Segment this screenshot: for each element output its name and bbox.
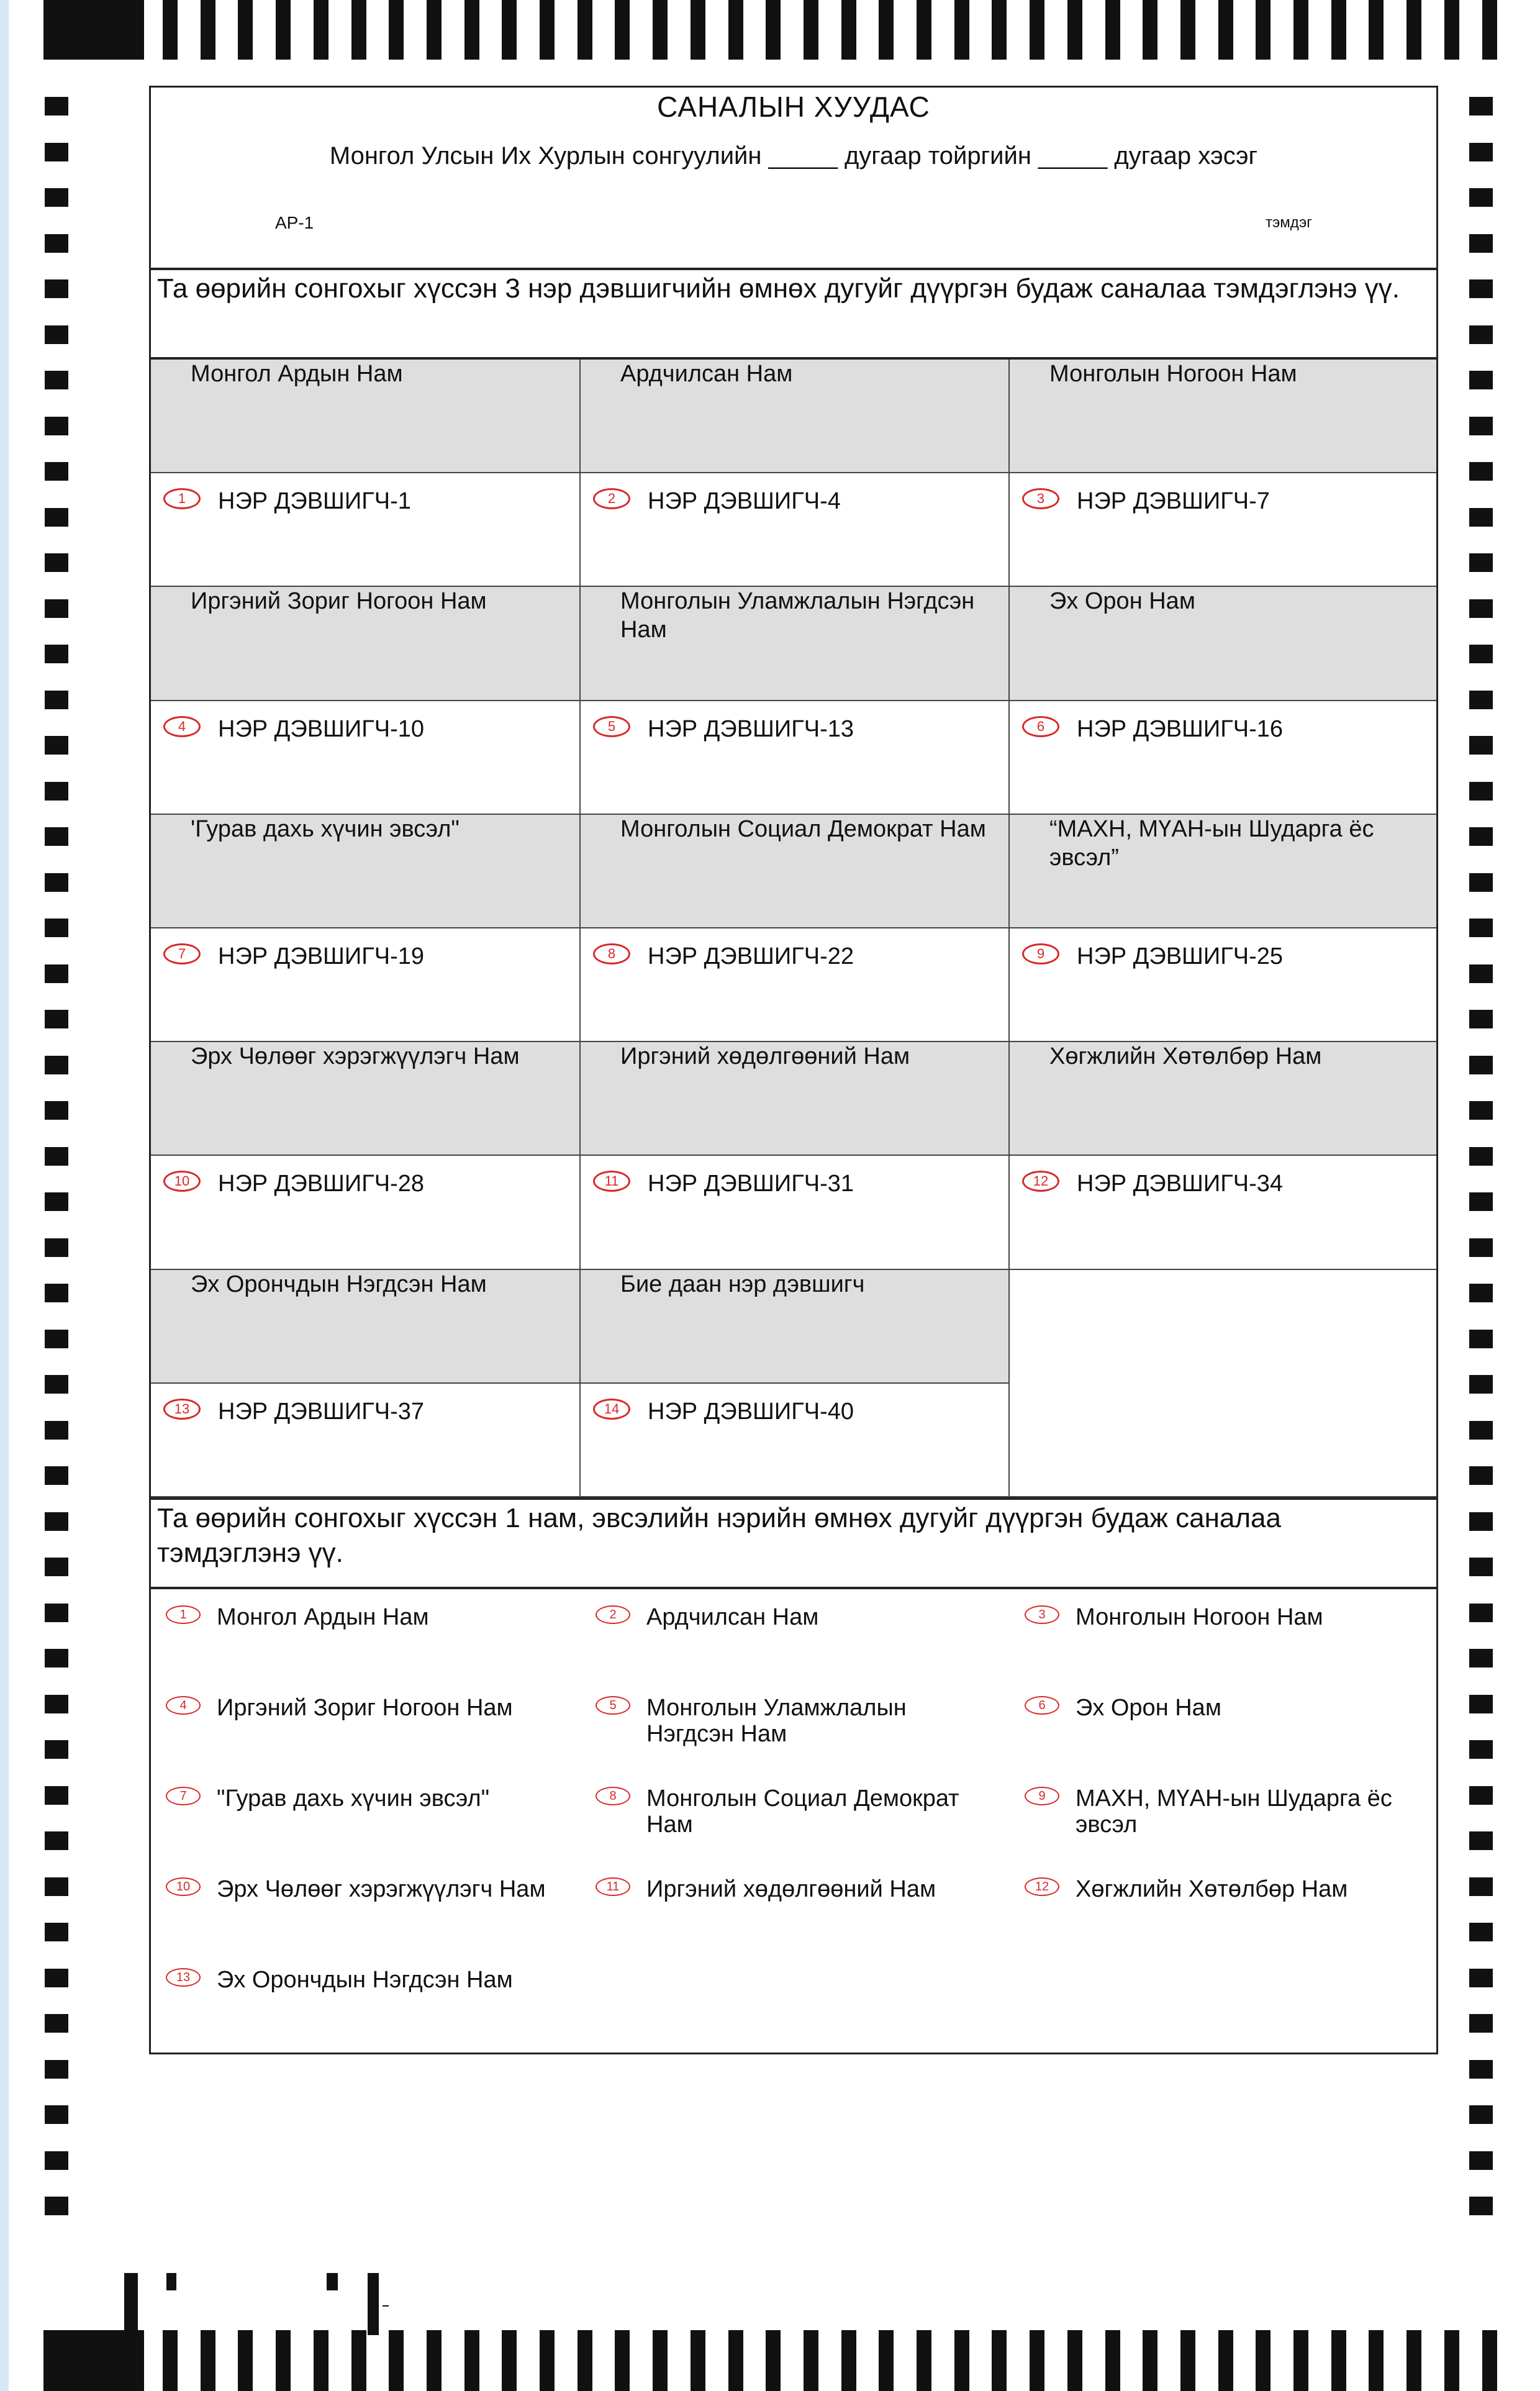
timing-mark — [1067, 0, 1082, 60]
candidate-cell — [151, 1156, 581, 1269]
candidate-vote-oval[interactable]: 12 — [1022, 1171, 1059, 1192]
timing-mark — [45, 1604, 68, 1622]
party-name: “МАХН, МҮАН-ын Шударга ёс эвсэл” — [1049, 815, 1374, 871]
timing-mark — [1143, 2330, 1157, 2391]
timing-mark — [1331, 2330, 1346, 2391]
timing-mark — [1469, 1466, 1493, 1485]
timing-mark — [578, 0, 592, 60]
form-code: АР-1 — [275, 213, 314, 232]
party-option — [151, 1604, 581, 1695]
timing-mark — [1469, 1923, 1493, 1941]
timing-mark — [1218, 2330, 1233, 2391]
timing-mark — [201, 0, 215, 60]
timing-mark — [1105, 2330, 1120, 2391]
timing-mark — [1143, 0, 1157, 60]
ballot-header — [151, 88, 1436, 268]
timing-mark — [766, 0, 781, 60]
timing-mark — [1444, 2330, 1459, 2391]
candidate-cell — [581, 1156, 1010, 1269]
party-option — [151, 1695, 581, 1785]
party-option — [581, 1785, 1010, 1876]
timing-mark — [45, 1786, 68, 1805]
timing-mark — [45, 736, 68, 755]
page-edge-tint — [0, 0, 9, 2391]
party-vote-oval[interactable]: 1 — [166, 1605, 201, 1624]
timing-mark — [1469, 1192, 1493, 1211]
timing-mark — [1469, 873, 1493, 892]
timing-mark — [45, 1056, 68, 1074]
scan-mark — [327, 2273, 338, 2290]
timing-mark — [1180, 0, 1195, 60]
timing-mark — [691, 0, 705, 60]
timing-mark — [1469, 2151, 1493, 2170]
party-cell — [151, 815, 581, 928]
timing-mark — [1469, 2060, 1493, 2079]
timing-mark — [653, 0, 668, 60]
timing-mark — [728, 2330, 743, 2391]
party-option — [151, 1967, 581, 2058]
timing-mark — [1030, 0, 1044, 60]
party-option — [1010, 1695, 1436, 1785]
party-option-name: Эх Орон Нам — [1076, 1695, 1221, 1721]
party-name: Монгол Ардын Нам — [191, 361, 403, 387]
party-cell — [151, 587, 581, 701]
timing-mark — [45, 964, 68, 983]
timing-mark — [45, 2151, 68, 2170]
timing-mark — [1469, 827, 1493, 846]
party-cell — [581, 815, 1010, 928]
party-option — [151, 1876, 581, 1967]
party-option-name: Хөгжлийн Хөтөлбөр Нам — [1076, 1876, 1348, 1902]
timing-mark — [1469, 1056, 1493, 1074]
timing-mark — [691, 2330, 705, 2391]
candidate-name: НЭР ДЭВШИГЧ-28 — [218, 1171, 425, 1197]
party-cell — [1010, 1042, 1436, 1156]
timing-mark — [45, 143, 68, 161]
candidate-vote-oval[interactable]: 8 — [593, 943, 630, 964]
timing-mark — [464, 0, 479, 60]
timing-mark — [1469, 2105, 1493, 2124]
timing-mark — [1469, 1649, 1493, 1667]
timing-mark — [45, 1238, 68, 1257]
timing-mark — [1469, 188, 1493, 207]
timing-mark — [45, 508, 68, 527]
timing-mark — [45, 1558, 68, 1576]
party-name: 'Гурав дахь хүчин эвсэл" — [191, 815, 460, 842]
candidate-name: НЭР ДЭВШИГЧ-16 — [1077, 715, 1284, 742]
timing-mark — [45, 919, 68, 937]
timing-mark — [1469, 2197, 1493, 2215]
candidate-cell — [1010, 928, 1436, 1042]
party-name: Монголын Ногоон Нам — [1049, 361, 1297, 387]
timing-mark — [502, 0, 517, 60]
candidate-name: НЭР ДЭВШИГЧ-40 — [648, 1398, 854, 1425]
scan-mark — [166, 2273, 176, 2290]
candidate-vote-oval[interactable]: 14 — [593, 1399, 630, 1420]
candidate-name: НЭР ДЭВШИГЧ-31 — [648, 1171, 854, 1197]
timing-mark — [1469, 1969, 1493, 1987]
timing-mark — [45, 2105, 68, 2124]
party-name: Эх Орончдын Нэгдсэн Нам — [191, 1271, 487, 1297]
party-name: Ардчилсан Нам — [620, 361, 793, 387]
party-cell — [1010, 815, 1436, 928]
candidate-cell — [1010, 1156, 1436, 1269]
timing-mark — [954, 0, 969, 60]
timing-mark — [45, 873, 68, 892]
candidate-name: НЭР ДЭВШИГЧ-25 — [1077, 943, 1284, 969]
timing-mark — [1469, 508, 1493, 527]
timing-mark — [45, 1010, 68, 1028]
timing-mark — [992, 2330, 1007, 2391]
timing-mark — [427, 2330, 442, 2391]
timing-mark — [1469, 553, 1493, 572]
scan-mark — [124, 2273, 138, 2335]
timing-mark — [427, 0, 442, 60]
timing-mark — [45, 645, 68, 663]
timing-mark — [45, 1330, 68, 1348]
timing-mark — [1469, 1786, 1493, 1805]
timing-mark — [1030, 2330, 1044, 2391]
party-option — [151, 1785, 581, 1876]
timing-mark — [1369, 2330, 1384, 2391]
timing-mark — [1469, 1740, 1493, 1759]
party-vote-oval[interactable]: 7 — [166, 1787, 201, 1805]
party-name: Хөгжлийн Хөтөлбөр Нам — [1049, 1043, 1322, 1070]
candidate-name: НЭР ДЭВШИГЧ-7 — [1077, 488, 1270, 515]
timing-mark — [1469, 279, 1493, 298]
timing-mark — [1469, 1147, 1493, 1166]
timing-mark — [45, 1284, 68, 1302]
timing-mark — [1331, 0, 1346, 60]
timing-mark — [1469, 417, 1493, 435]
party-vote-oval[interactable]: 3 — [1025, 1605, 1059, 1624]
timing-mark — [45, 2060, 68, 2079]
timing-mark — [954, 2330, 969, 2391]
candidate-name: НЭР ДЭВШИГЧ-1 — [218, 488, 411, 515]
timing-mark — [1469, 462, 1493, 481]
scan-marks — [124, 2273, 397, 2341]
timing-mark — [163, 0, 178, 60]
party-vote-oval[interactable]: 11 — [596, 1877, 630, 1896]
timing-mark — [1469, 964, 1493, 983]
timing-mark — [314, 0, 328, 60]
party-name: Эрх Чөлөөг хэрэгжүүлэгч Нам — [191, 1043, 520, 1070]
timing-mark — [1180, 2330, 1195, 2391]
candidate-name: НЭР ДЭВШИГЧ-4 — [648, 488, 841, 515]
timing-mark — [615, 0, 630, 60]
timing-mark — [45, 97, 68, 116]
timing-mark — [1469, 691, 1493, 709]
candidate-name: НЭР ДЭВШИГЧ-13 — [648, 715, 854, 742]
ballot-subtitle: Монгол Улсын Их Хурлын сонгуулийн _____ дугаар тойргийн _____ дугаар хэсэг — [329, 142, 1258, 170]
timing-mark — [804, 0, 818, 60]
party-option-name: Иргэний хөдөлгөөний Нам — [646, 1876, 936, 1902]
candidate-cell — [581, 1384, 1010, 1497]
candidate-vote-oval[interactable]: 3 — [1022, 488, 1059, 509]
timing-mark — [45, 553, 68, 572]
timing-mark — [1469, 143, 1493, 161]
timing-mark — [1469, 736, 1493, 755]
timing-mark — [540, 0, 555, 60]
scan-mark — [383, 2305, 389, 2307]
party-name: Монголын Уламжлалын Нэгдсэн Нам — [620, 588, 975, 643]
candidate-name: НЭР ДЭВШИГЧ-37 — [218, 1398, 425, 1425]
party-cell — [151, 1270, 581, 1384]
party-option-name: Эрх Чөлөөг хэрэгжүүлэгч Нам — [217, 1876, 546, 1902]
timing-mark — [351, 0, 366, 60]
timing-mark — [1469, 599, 1493, 618]
party-vote-oval[interactable]: 12 — [1025, 1877, 1059, 1896]
party-option-name: Монголын Социал Демократ Нам — [646, 1785, 959, 1838]
timing-mark — [1469, 919, 1493, 937]
timing-mark — [540, 2330, 555, 2391]
candidate-cell — [151, 701, 581, 815]
timing-mark — [45, 1923, 68, 1941]
timing-mark — [1067, 2330, 1082, 2391]
timing-mark — [45, 462, 68, 481]
timing-mark — [1469, 1010, 1493, 1028]
candidate-vote-oval[interactable]: 2 — [593, 488, 630, 509]
candidate-cell — [1010, 701, 1436, 815]
timing-mark — [1218, 0, 1233, 60]
timing-mark — [1469, 782, 1493, 801]
timing-mark — [917, 2330, 931, 2391]
party-name: Бие даан нэр дэвшигч — [620, 1271, 865, 1297]
timing-mark — [502, 2330, 517, 2391]
party-instructions: Та өөрийн сонгохыг хүссэн 1 нам, эвсэлийн нэрийн өмнөх дугуйг дүүргэн будаж саналаа тэмдэглэнэ үү. — [151, 1497, 1436, 1589]
timing-mark — [1469, 1330, 1493, 1348]
timing-mark — [804, 2330, 818, 2391]
timing-mark — [45, 1512, 68, 1531]
timing-mark — [1469, 645, 1493, 663]
timing-mark — [879, 0, 894, 60]
party-option — [1010, 1785, 1436, 1876]
timing-mark — [766, 2330, 781, 2391]
timing-mark — [45, 371, 68, 389]
party-cell — [581, 1042, 1010, 1156]
candidate-cell — [581, 928, 1010, 1042]
party-option-name: Монголын Ногоон Нам — [1076, 1604, 1323, 1630]
candidate-vote-oval[interactable]: 1 — [163, 488, 201, 509]
timing-mark — [238, 0, 253, 60]
party-option — [1010, 1876, 1436, 1967]
party-name: Эх Орон Нам — [1049, 588, 1195, 615]
party-option-name: Иргэний Зориг Ногоон Нам — [217, 1695, 513, 1721]
timing-mark — [464, 2330, 479, 2391]
timing-mark — [45, 691, 68, 709]
timing-mark — [45, 1101, 68, 1120]
timing-mark — [45, 1877, 68, 1896]
ballot-sheet — [149, 86, 1438, 2054]
timing-mark — [653, 2330, 668, 2391]
timing-mark — [45, 1649, 68, 1667]
party-vote-oval[interactable]: 8 — [596, 1787, 630, 1805]
timing-mark — [45, 417, 68, 435]
timing-mark — [1293, 2330, 1308, 2391]
candidate-name: НЭР ДЭВШИГЧ-34 — [1077, 1171, 1284, 1197]
timing-mark — [1105, 0, 1120, 60]
party-cell — [581, 1270, 1010, 1384]
timing-mark — [1482, 0, 1497, 60]
timing-mark — [45, 827, 68, 846]
timing-mark — [45, 325, 68, 344]
timing-mark — [45, 1421, 68, 1440]
party-vote-oval[interactable]: 9 — [1025, 1787, 1059, 1805]
timing-mark — [615, 2330, 630, 2391]
party-name: Иргэний Зориг Ногоон Нам — [191, 588, 487, 615]
party-cell — [151, 360, 581, 473]
timing-mark — [389, 0, 404, 60]
ballot-title: САНАЛЫН ХУУДАС — [657, 91, 930, 123]
timing-mark — [45, 2014, 68, 2033]
party-option-name: Монгол Ардын Нам — [217, 1604, 429, 1630]
timing-mark — [45, 1969, 68, 1987]
party-option-name: "Гурав дахь хүчин эвсэл" — [217, 1785, 490, 1812]
candidate-grid — [151, 360, 1436, 1497]
party-list — [151, 1589, 1436, 2049]
party-cell — [1010, 360, 1436, 473]
timing-mark — [45, 188, 68, 207]
party-vote-oval[interactable]: 5 — [596, 1696, 630, 1715]
candidate-cell — [581, 473, 1010, 587]
candidate-vote-oval[interactable]: 9 — [1022, 943, 1059, 964]
timing-mark — [1293, 0, 1308, 60]
timing-mark — [1469, 325, 1493, 344]
party-name: Иргэний хөдөлгөөний Нам — [620, 1043, 910, 1070]
candidate-name: НЭР ДЭВШИГЧ-22 — [648, 943, 854, 969]
candidate-cell — [151, 928, 581, 1042]
timing-mark — [578, 2330, 592, 2391]
candidate-vote-oval[interactable]: 4 — [163, 716, 201, 737]
candidate-vote-oval[interactable]: 5 — [593, 716, 630, 737]
timing-mark — [1469, 1512, 1493, 1531]
party-vote-oval[interactable]: 4 — [166, 1696, 201, 1715]
timing-mark — [1469, 2014, 1493, 2033]
party-option — [1010, 1604, 1436, 1695]
candidate-name: НЭР ДЭВШИГЧ-10 — [218, 715, 425, 742]
seal-label: тэмдэг — [1265, 214, 1312, 231]
party-name: Монголын Социал Демократ Нам — [620, 815, 986, 842]
timing-mark — [1256, 0, 1270, 60]
timing-mark — [1469, 234, 1493, 253]
timing-mark — [45, 279, 68, 298]
timing-mark — [917, 0, 931, 60]
timing-mark — [45, 1466, 68, 1485]
party-option — [581, 1876, 1010, 1967]
candidate-vote-oval[interactable]: 13 — [163, 1399, 201, 1420]
timing-mark — [45, 1740, 68, 1759]
timing-mark — [1469, 1831, 1493, 1850]
timing-mark — [1406, 2330, 1421, 2391]
timing-mark — [1444, 0, 1459, 60]
party-vote-oval[interactable]: 2 — [596, 1605, 630, 1624]
scan-mark — [368, 2273, 379, 2335]
timing-mark — [1469, 371, 1493, 389]
timing-mark — [45, 1375, 68, 1394]
timing-mark — [1469, 1284, 1493, 1302]
party-option-name: Ардчилсан Нам — [646, 1604, 819, 1630]
candidate-cell — [581, 701, 1010, 815]
party-vote-oval[interactable]: 6 — [1025, 1696, 1059, 1715]
timing-mark — [1482, 2330, 1497, 2391]
timing-mark — [1469, 1877, 1493, 1896]
party-option-name: МАХН, МҮАН-ын Шударга ёс эвсэл — [1076, 1785, 1392, 1838]
timing-mark — [1469, 1238, 1493, 1257]
party-option-name: Монголын Уламжлалын Нэгдсэн Нам — [646, 1695, 907, 1747]
timing-mark — [45, 1147, 68, 1166]
party-option-name: Эх Орончдын Нэгдсэн Нам — [217, 1967, 513, 1993]
timing-mark — [43, 0, 144, 60]
timing-mark — [1369, 0, 1384, 60]
party-cell — [581, 360, 1010, 473]
candidate-vote-oval[interactable]: 10 — [163, 1171, 201, 1192]
timing-mark — [276, 0, 291, 60]
timing-mark — [1256, 2330, 1270, 2391]
timing-mark — [45, 599, 68, 618]
timing-mark — [1469, 97, 1493, 116]
candidate-cell — [151, 473, 581, 587]
timing-mark — [841, 2330, 856, 2391]
candidate-cell — [1010, 473, 1436, 587]
candidate-name: НЭР ДЭВШИГЧ-19 — [218, 943, 425, 969]
party-option — [581, 1604, 1010, 1695]
timing-mark — [1469, 1101, 1493, 1120]
timing-mark — [45, 234, 68, 253]
candidate-vote-oval[interactable]: 6 — [1022, 716, 1059, 737]
timing-mark — [45, 782, 68, 801]
timing-mark — [841, 0, 856, 60]
party-vote-oval[interactable]: 13 — [166, 1968, 201, 1987]
timing-mark — [879, 2330, 894, 2391]
candidate-instructions: Та өөрийн сонгохыг хүссэн 3 нэр дэвшигчийн өмнөх дугуйг дүүргэн будаж саналаа тэмдэглэнэ үү. — [151, 268, 1436, 360]
candidate-vote-oval[interactable]: 11 — [593, 1171, 630, 1192]
party-option — [581, 1695, 1010, 1785]
candidate-cell — [151, 1384, 581, 1497]
timing-mark — [45, 1831, 68, 1850]
timing-mark — [728, 0, 743, 60]
timing-mark — [1469, 1695, 1493, 1713]
timing-mark — [45, 2197, 68, 2215]
timing-mark — [1469, 1375, 1493, 1394]
party-cell — [151, 1042, 581, 1156]
timing-mark — [1469, 1421, 1493, 1440]
timing-mark — [45, 1695, 68, 1713]
timing-mark — [1469, 1558, 1493, 1576]
party-cell — [1010, 587, 1436, 701]
empty-cell — [1010, 1270, 1436, 1497]
candidate-vote-oval[interactable]: 7 — [163, 943, 201, 964]
timing-mark — [1469, 1604, 1493, 1622]
party-vote-oval[interactable]: 10 — [166, 1877, 201, 1896]
party-cell — [581, 587, 1010, 701]
timing-mark — [45, 1192, 68, 1211]
timing-mark — [992, 0, 1007, 60]
timing-mark — [1406, 0, 1421, 60]
